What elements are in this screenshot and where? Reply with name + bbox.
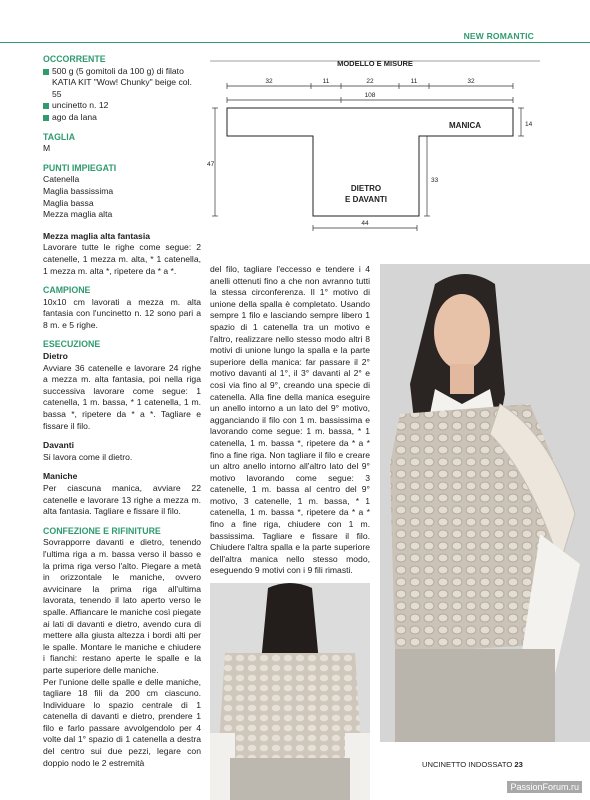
maniche-text: Per ciascuna manica, avviare 22 catenelle e lavorare 13 righe a mezza m. alta fantasia. Tagliare e fissare il filo. <box>43 483 201 517</box>
label-davanti: E DAVANTI <box>345 195 387 204</box>
heading-mezza-maglia: Mezza maglia alta fantasia <box>43 230 150 241</box>
dim-body: 33 <box>431 177 439 184</box>
heading-confezione: CONFEZIONE E RIFINITURE <box>43 525 161 536</box>
section-brand: NEW ROMANTIC <box>463 31 534 41</box>
materials-list <box>43 66 201 124</box>
stitch-item: Maglia bassissima <box>43 185 114 196</box>
left-column <box>43 54 201 769</box>
dim-top-5: 32 <box>467 78 475 85</box>
davanti-text: Si lavora come il dietro. <box>43 451 133 462</box>
dim-top-3: 22 <box>366 78 374 85</box>
middle-column <box>210 264 370 577</box>
heading-punti: PUNTI IMPIEGATI <box>43 162 117 173</box>
confezione-para-3: del filo, tagliare l'eccesso e tendere i 4 anelli ottenuti fino a che non avranno tutti la stessa circonferenza. Il 1° motivo di unione della spalla è completato. Usando sempre 1 filo e lasciando sempre libero 1 spazio di 1 catenella tra un motivo e l'altro, realizzare nello stesso modo altri 8 motivi di unione lungo la spalla e la parte superiore della manica: far passare il 2° motivo davanti al 1°, il 3° davanti al 2° e così via fino al 9°, creando una specie di catenella. Alla fine della manica eseguire un anello intorno a un lato del 9° motivo, agganciando il filo con 1 m. bassissima e lavorando come segue: 1 m. bassa, * 1 catenella, 1 m. bassa *, ripetere da * a * fino a fine riga. Non tagliare il filo e creare un altro anello intorno all'altro lato del 9° motivo lavorando come segue: 3 catenelle, 1 m. bassa al centro del 9° motivo, 3 catenelle, 1 m. bassa, * 1 catenella, 1 m. bassa *, ripetere da * a * fino a fine riga, chiudere con 1 m. bassissima. Tagliare e fissare il filo. Chiudere l'altra spalla e la parte superiore dell'altra manica nello stesso modo, eseguendo 9 motivi con i 9 fili rimasti. <box>210 264 370 576</box>
stitch-item: Mezza maglia alta <box>43 209 113 220</box>
dim-total: 108 <box>364 92 376 99</box>
heading-taglia: TAGLIA <box>43 131 76 142</box>
label-dietro: DIETRO <box>350 184 382 193</box>
header-rule <box>0 42 590 43</box>
size-value: M <box>43 143 51 154</box>
dim-height: 47 <box>207 161 215 168</box>
materials-item: uncinetto n. 12 <box>43 100 201 112</box>
mezza-maglia-text: Lavorare tutte le righe come segue: 2 catenelle, 1 mezza m. alta, * 1 catenella, 1 mezza m. alta *, ripetere da * a *. <box>43 242 201 276</box>
materials-item: ago da lana <box>43 112 201 124</box>
dietro-text: Avviare 36 catenelle e lavorare 24 righe a mezza m. alta fantasia, poi nella riga successiva lavorare come segue: 1 catenella, 1 m. bassa, * 1 catenella, 1 m. bassa *, ripetere da * a *. Tagliare e fissare il filo. <box>43 362 201 431</box>
confezione-para-1: Sovrapporre davanti e dietro, tenendo l'ultima riga a m. bassa verso il basso e la prima riga verso l'alto. Piegare a metà in orizzontale le maniche, ovvero avvicinare la prima riga all'ultima lavorata, tenendo il lato aperto verso le spalle. Affiancare le maniche così piegate ai lati di davanti e dietro, avendo cura di mettere alla giusta altezza i bordi alti per le spalle. Montare le maniche e chiudere i fianchi: restano aperte le spalle e la parte superiore delle maniche. <box>43 537 201 675</box>
watermark: PassionForum.ru <box>507 781 582 793</box>
heading-davanti: Davanti <box>43 440 75 451</box>
heading-dietro: Dietro <box>43 351 68 362</box>
heading-maniche: Maniche <box>43 471 78 482</box>
diagram-title: MODELLO E MISURE <box>337 59 413 68</box>
dim-bottom: 44 <box>361 220 369 227</box>
heading-campione: CAMPIONE <box>43 285 91 296</box>
model-illustration-front <box>380 264 590 742</box>
model-photo-back <box>210 583 370 800</box>
heading-esecuzione: ESECUZIONE <box>43 339 101 350</box>
model-illustration-back <box>210 583 370 800</box>
stitch-item: Catenella <box>43 174 80 185</box>
confezione-para-2: Per l'unione delle spalle e delle maniche, tagliare 18 fili da 200 cm ciascuno. Individuare lo spazio centrale di 1 catenella di davanti e dietro, prendere 1 filo e farlo passare avvolgendolo per 4 volte dal 1° spazio di 1 catenella a destra del centro sui due pezzi, legare con doppio nodo le 2 estremità <box>43 676 201 768</box>
model-photo-front <box>380 264 590 742</box>
heading-occorrente: OCCORRENTE <box>43 54 106 64</box>
page-number: 23 <box>514 760 523 769</box>
dim-sleeve: 14 <box>525 121 533 128</box>
dim-top-1: 32 <box>265 78 273 85</box>
campione-text: 10x10 cm lavorati a mezza m. alta fantasia con l'uncinetto n. 12 sono pari a 8 m. e 5 righe. <box>43 296 201 330</box>
page-footer <box>422 760 523 769</box>
dim-top-2: 11 <box>322 78 330 85</box>
materials-item: 500 g (5 gomitoli da 100 g) di filato KATIA KIT "Wow! Chunky" beige col. 55 <box>43 66 201 101</box>
label-manica: MANICA <box>449 121 481 130</box>
dim-top-4: 11 <box>410 78 418 85</box>
magazine-name: UNCINETTO INDOSSATO <box>422 760 513 769</box>
stitch-item: Maglia bassa <box>43 197 94 208</box>
pattern-diagram <box>205 56 545 236</box>
